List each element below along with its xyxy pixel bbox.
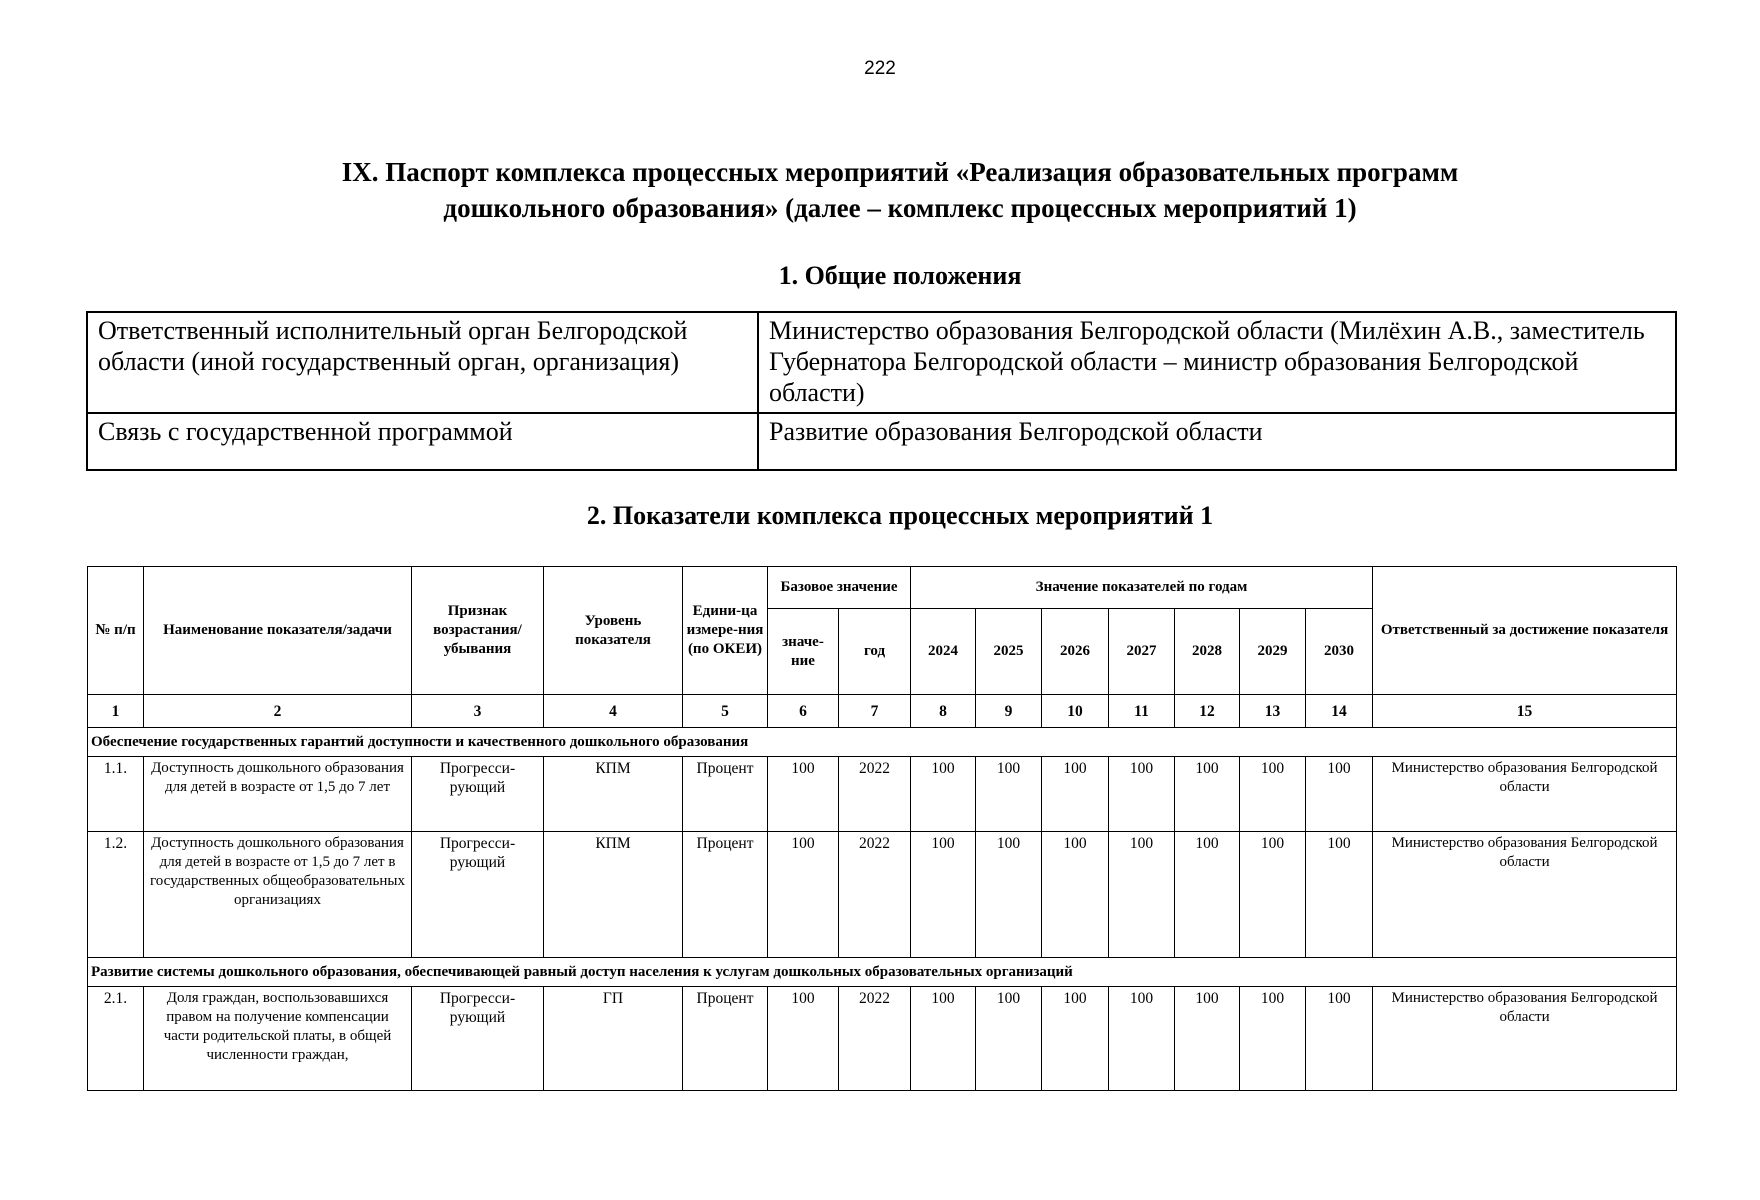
header-name: Наименование показателя/задачи — [144, 567, 412, 695]
row-responsible: Министерство образования Белгородской области — [1373, 757, 1677, 832]
row-value: 100 — [1175, 757, 1240, 832]
row-value: 100 — [976, 832, 1042, 958]
row-value: 100 — [911, 987, 976, 1091]
header-base-year: год — [839, 609, 911, 695]
header-year: 2024 — [911, 609, 976, 695]
column-number: 9 — [976, 695, 1042, 728]
row-value: 100 — [1240, 757, 1306, 832]
column-number: 8 — [911, 695, 976, 728]
general-value: Министерство образования Белгородской области (Милёхин А.В., заместитель Губернатора Белгородской области – министр образования Белгородской области) — [758, 312, 1676, 413]
row-value: 100 — [1175, 832, 1240, 958]
column-number: 12 — [1175, 695, 1240, 728]
row-unit: Процент — [683, 757, 768, 832]
row-value: 100 — [1042, 757, 1109, 832]
row-num: 1.2. — [88, 832, 144, 958]
header-year: 2030 — [1306, 609, 1373, 695]
section-1-heading: 1. Общие положения — [778, 261, 1022, 290]
column-number: 10 — [1042, 695, 1109, 728]
column-number: 3 — [412, 695, 544, 728]
row-value: 100 — [1240, 832, 1306, 958]
column-number: 14 — [1306, 695, 1373, 728]
column-number: 5 — [683, 695, 768, 728]
row-value: 100 — [1306, 987, 1373, 1091]
row-value: 100 — [1109, 757, 1175, 832]
document-title — [0, 154, 1760, 226]
general-row — [87, 312, 1676, 413]
general-provisions-table — [86, 311, 1677, 471]
header-by-years: Значение показателей по годам — [911, 567, 1373, 609]
column-number: 15 — [1373, 695, 1677, 728]
row-value: 100 — [1042, 987, 1109, 1091]
row-responsible: Министерство образования Белгородской области — [1373, 832, 1677, 958]
indicators-table — [87, 566, 1677, 1091]
indicator-row — [88, 832, 1677, 958]
general-label: Связь с государственной программой — [87, 413, 758, 470]
header-responsible: Ответственный за достижение показателя — [1373, 567, 1677, 695]
row-level: КПМ — [544, 757, 683, 832]
row-value: 100 — [1240, 987, 1306, 1091]
row-value: 100 — [1306, 757, 1373, 832]
title-line-1: IX. Паспорт комплекса процессных мероприятий «Реализация образовательных программ — [341, 157, 1459, 187]
row-responsible: Министерство образования Белгородской области — [1373, 987, 1677, 1091]
row-unit: Процент — [683, 987, 768, 1091]
row-num: 1.1. — [88, 757, 144, 832]
column-number: 6 — [768, 695, 839, 728]
indicator-row — [88, 987, 1677, 1091]
header-year: 2027 — [1109, 609, 1175, 695]
header-year: 2028 — [1175, 609, 1240, 695]
indicator-row — [88, 757, 1677, 832]
row-value: 100 — [911, 757, 976, 832]
row-value: 100 — [1109, 987, 1175, 1091]
header-base-value: значе-ние — [768, 609, 839, 695]
row-value: 100 — [1109, 832, 1175, 958]
row-value: 100 — [1175, 987, 1240, 1091]
row-base-year: 2022 — [839, 987, 911, 1091]
header-trend: Признак возрастания/ убывания — [412, 567, 544, 695]
header-base: Базовое значение — [768, 567, 911, 609]
row-value: 100 — [1042, 832, 1109, 958]
row-base-year: 2022 — [839, 832, 911, 958]
row-trend: Прогресси-рующий — [412, 987, 544, 1091]
column-number: 2 — [144, 695, 412, 728]
general-value: Развитие образования Белгородской области — [758, 413, 1676, 470]
row-name: Доля граждан, воспользовавшихся правом на получение компенсации части родительской платы, в общей численности граждан, — [144, 987, 412, 1091]
row-value: 100 — [911, 832, 976, 958]
row-base-value: 100 — [768, 757, 839, 832]
column-number: 7 — [839, 695, 911, 728]
row-base-value: 100 — [768, 987, 839, 1091]
header-num: № п/п — [88, 567, 144, 695]
row-base-value: 100 — [768, 832, 839, 958]
row-unit: Процент — [683, 832, 768, 958]
row-name: Доступность дошкольного образования для детей в возрасте от 1,5 до 7 лет в государственных общеобразовательных организациях — [144, 832, 412, 958]
general-row — [87, 413, 1676, 470]
row-level: КПМ — [544, 832, 683, 958]
row-value: 100 — [976, 987, 1042, 1091]
task-row-1: Обеспечение государственных гарантий доступности и качественного дошкольного образования — [88, 728, 1677, 757]
title-line-2: дошкольного образования» (далее – комплекс процессных мероприятий 1) — [443, 193, 1357, 223]
page-number: 222 — [864, 58, 896, 79]
column-numbers-row — [88, 695, 1677, 728]
section-2-heading: 2. Показатели комплекса процессных мероприятий 1 — [586, 501, 1214, 530]
row-value: 100 — [976, 757, 1042, 832]
header-level: Уровень показателя — [544, 567, 683, 695]
header-unit: Едини-ца измере-ния (по ОКЕИ) — [683, 567, 768, 695]
header-year: 2025 — [976, 609, 1042, 695]
header-year: 2029 — [1240, 609, 1306, 695]
column-number: 4 — [544, 695, 683, 728]
column-number: 11 — [1109, 695, 1175, 728]
column-number: 1 — [88, 695, 144, 728]
column-number: 13 — [1240, 695, 1306, 728]
row-name: Доступность дошкольного образования для детей в возрасте от 1,5 до 7 лет — [144, 757, 412, 832]
general-label: Ответственный исполнительный орган Белгородской области (иной государственный орган, организация) — [87, 312, 758, 413]
row-level: ГП — [544, 987, 683, 1091]
task-row-2: Развитие системы дошкольного образования, обеспечивающей равный доступ населения к услугам дошкольных образовательных организаций — [88, 958, 1677, 987]
header-year: 2026 — [1042, 609, 1109, 695]
row-num: 2.1. — [88, 987, 144, 1091]
row-value: 100 — [1306, 832, 1373, 958]
row-trend: Прогресси-рующий — [412, 757, 544, 832]
row-trend: Прогресси-рующий — [412, 832, 544, 958]
row-base-year: 2022 — [839, 757, 911, 832]
